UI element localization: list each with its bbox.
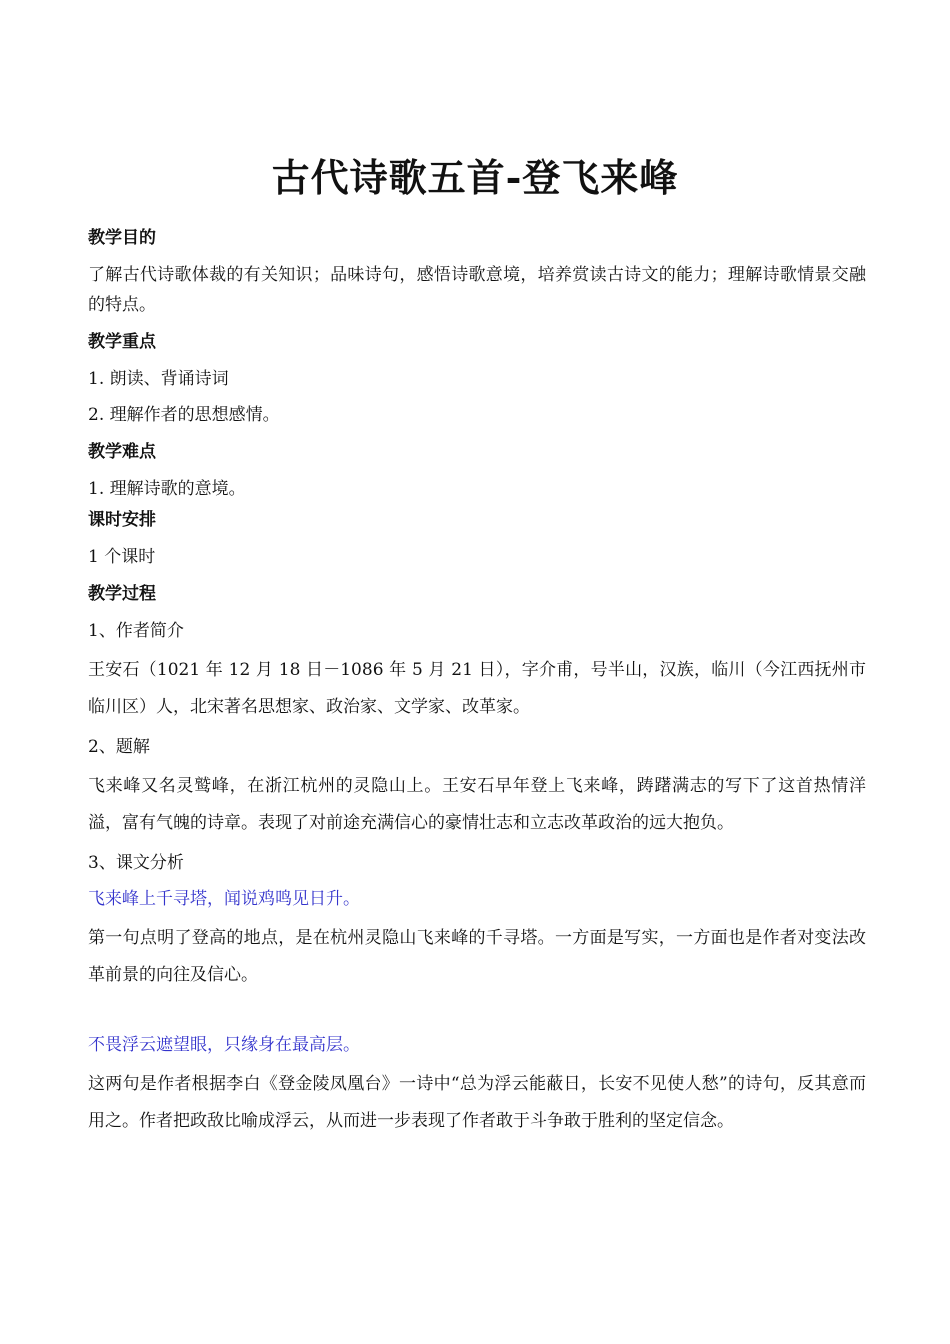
poem-line: 不畏浮云遮望眼，只缘身在最高层。 [88, 1035, 360, 1055]
objective-text: 了解古代诗歌体裁的有关知识；品味诗句，感悟诗歌意境，培养赏读古诗文的能力；理解诗歌情景交融的特点。 [88, 265, 866, 315]
author-subheading: 1、作者简介 [88, 621, 184, 641]
objective-heading: 教学目的 [88, 228, 156, 248]
key-point-item: 2. 理解作者的思想感情。 [88, 405, 280, 425]
author-text: 王安石（1021 年 12 月 18 日－1086 年 5 月 21 日），字介甫，号半山，汉族，临川（今江西抚州市临川区）人，北宋著名思想家、政治家、文学家、改革家。 [88, 660, 866, 717]
key-point-item: 1. 朗读、背诵诗词 [88, 369, 229, 389]
difficulties-heading: 教学难点 [88, 442, 156, 462]
schedule-text: 1 个课时 [88, 547, 156, 567]
analysis-subheading: 3、课文分析 [88, 853, 184, 873]
explain-text: 飞来峰又名灵鹫峰，在浙江杭州的灵隐山上。王安石早年登上飞来峰，踌躇满志的写下了这首热情洋溢，富有气魄的诗章。表现了对前途充满信心的豪情壮志和立志改革政治的远大抱负。 [88, 776, 866, 833]
explain-subheading: 2、题解 [88, 737, 150, 757]
schedule-heading: 课时安排 [88, 510, 156, 530]
analysis-text: 第一句点明了登高的地点，是在杭州灵隐山飞来峰的千寻塔。一方面是写实，一方面也是作者对变法改革前景的向往及信心。 [88, 928, 866, 985]
page-title: 古代诗歌五首-登飞来峰 [271, 155, 679, 200]
key-points-heading: 教学重点 [88, 332, 156, 352]
document-body [88, 222, 866, 1146]
poem-line: 飞来峰上千寻塔，闻说鸡鸣见日升。 [88, 889, 360, 909]
difficulty-item: 1. 理解诗歌的意境。 [88, 479, 246, 499]
analysis-text: 这两句是作者根据李白《登金陵凤凰台》一诗中“总为浮云能蔽日，长安不见使人愁”的诗句，反其意而用之。作者把政敌比喻成浮云，从而进一步表现了作者敢于斗争敢于胜利的坚定信念。 [88, 1074, 866, 1131]
process-heading: 教学过程 [88, 584, 156, 604]
